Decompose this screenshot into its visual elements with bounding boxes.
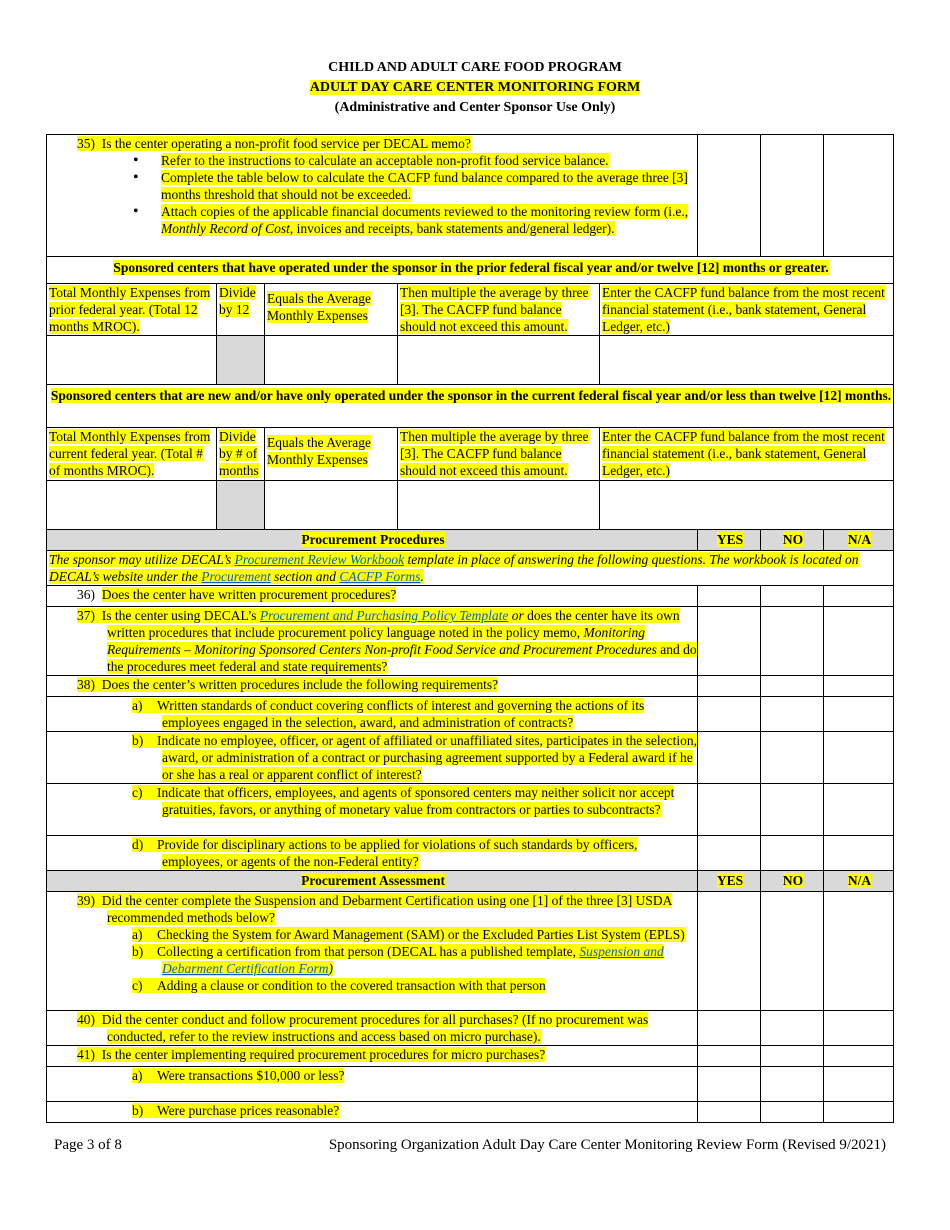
no-answer-cell[interactable]	[761, 784, 824, 836]
no-answer-cell[interactable]	[761, 697, 824, 732]
no-answer-cell[interactable]	[761, 732, 824, 784]
no-answer-cell[interactable]	[761, 1067, 824, 1102]
question-39: 39) Did the center complete the Suspension and Debarment Certification using one [1] of the three [3] USDA recommended methods below? a) Checking the System for Award Management (SAM) or the Excluded Parties List System (EPLS) b) Collecting a certification from that person (DECAL has a published template, Suspension and Debarment Certification Form) c) Adding a clause or condition to the covered transaction with that person	[47, 892, 698, 1011]
bullet-item: • Attach copies of the applicable financial documents reviewed to the monitoring review form (i.e., Monthly Record of Cost, invoices and receipts, bank statements and/general ledger).	[161, 203, 697, 237]
sponsored-prior-heading: Sponsored centers that have operated under the sponsor in the prior federal fiscal year and/or twelve [12] months or greater.	[47, 257, 894, 284]
balance-input[interactable]	[600, 336, 894, 385]
new-calc-header-row	[47, 428, 894, 481]
question-38a-row	[47, 697, 894, 732]
no-answer-cell[interactable]	[761, 836, 824, 871]
form-subtitle: (Administrative and Center Sponsor Use Only)	[334, 100, 616, 115]
question-38c: c) Indicate that officers, employees, and agents of sponsored centers may neither solicit nor accept gratuities, favors, or anything of monetary value from contractors or parties to subcontracts?	[47, 784, 698, 836]
calc-col-average: Equals the Average Monthly Expenses	[267, 291, 371, 323]
question-35	[47, 135, 698, 257]
question-41b-row	[47, 1102, 894, 1123]
no-answer-cell[interactable]	[761, 1011, 824, 1046]
calc-col-divide: Divide by # of months	[219, 429, 259, 478]
prior-calc-header-row	[47, 284, 894, 336]
question-40: 40) Did the center conduct and follow procurement procedures for all purchases? (If no procurement was conducted, refer to the review instructions and access based on micro purchase).	[47, 1011, 698, 1046]
na-answer-cell[interactable]	[824, 892, 894, 1011]
na-answer-cell[interactable]	[824, 607, 894, 676]
form-header	[0, 58, 950, 118]
na-answer-cell[interactable]	[824, 784, 894, 836]
yes-answer-cell[interactable]	[698, 1011, 761, 1046]
section-title: Procurement Assessment	[301, 873, 445, 888]
na-answer-cell[interactable]	[824, 135, 894, 257]
question-40-row	[47, 1011, 894, 1046]
yes-answer-cell[interactable]	[698, 1102, 761, 1123]
yes-answer-cell[interactable]	[698, 135, 761, 257]
threshold-input[interactable]	[398, 336, 600, 385]
question-38b: b) Indicate no employee, officer, or agent of affiliated or unaffiliated sites, participates in the selection, award, or administration of a contract or purchasing agreement supported by a Federal award if he or she has a real or apparent conflict of interest?	[47, 732, 698, 784]
form-body	[46, 134, 893, 1123]
suspension-form-link[interactable]: Suspension and Debarment Certification Form	[162, 944, 664, 976]
prior-calc-entry-row	[47, 336, 894, 385]
yes-answer-cell[interactable]	[698, 732, 761, 784]
procurement-workbook-link[interactable]: Procurement Review Workbook	[234, 552, 405, 567]
yes-answer-cell[interactable]	[698, 676, 761, 697]
monitoring-table	[46, 134, 894, 1123]
no-answer-cell[interactable]	[761, 676, 824, 697]
na-column-header: N/A	[847, 532, 872, 547]
yes-answer-cell[interactable]	[698, 836, 761, 871]
na-answer-cell[interactable]	[824, 732, 894, 784]
balance-input[interactable]	[600, 481, 894, 530]
na-answer-cell[interactable]	[824, 1046, 894, 1067]
question-number: 35)	[77, 136, 95, 151]
form-title: ADULT DAY CARE CENTER MONITORING FORM	[309, 80, 641, 95]
page-number: Page 3 of 8	[54, 1137, 122, 1153]
average-input[interactable]	[265, 481, 398, 530]
question-text: Is the center operating a non-profit food service per DECAL memo?	[101, 136, 471, 151]
page-footer	[54, 1137, 886, 1154]
bullet-item: • Refer to the instructions to calculate an acceptable non-profit food service balance.	[161, 152, 697, 169]
new-calc-entry-row	[47, 481, 894, 530]
bullet-list	[49, 152, 697, 237]
calc-col-total: Total Monthly Expenses from prior federal year. (Total 12 months MROC).	[49, 285, 211, 334]
cacfp-forms-link[interactable]: CACFP Forms	[339, 569, 421, 584]
yes-answer-cell[interactable]	[698, 1067, 761, 1102]
program-title: CHILD AND ADULT CARE FOOD PROGRAM	[328, 60, 622, 75]
calc-col-balance: Enter the CACFP fund balance from the most recent financial statement (i.e., bank statement, General Ledger, etc.)	[602, 285, 885, 334]
calc-col-balance: Enter the CACFP fund balance from the most recent financial statement (i.e., bank statement, General Ledger, etc.)	[602, 429, 885, 478]
question-38d: d) Provide for disciplinary actions to be applied for violations of such standards by officers, employees, or agents of the non-Federal entity?	[47, 836, 698, 871]
question-41-row	[47, 1046, 894, 1067]
question-41: 41) Is the center implementing required procurement procedures for micro purchases?	[47, 1046, 698, 1067]
question-37-row	[47, 607, 894, 676]
calc-col-threshold: Then multiple the average by three [3]. The CACFP fund balance should not exceed this amount.	[400, 285, 589, 334]
yes-answer-cell[interactable]	[698, 1046, 761, 1067]
no-column-header: NO	[782, 873, 804, 888]
divide-cell	[217, 336, 265, 385]
bullet-item: • Complete the table below to calculate the CACFP fund balance compared to the average three [3] months threshold that should not be exceeded.	[161, 169, 697, 203]
question-39-row	[47, 892, 894, 1011]
na-answer-cell[interactable]	[824, 586, 894, 607]
na-answer-cell[interactable]	[824, 836, 894, 871]
no-answer-cell[interactable]	[761, 607, 824, 676]
question-37: 37) Is the center using DECAL’s Procurement and Purchasing Policy Template or does the center have its own written procedures that include procurement policy language noted in the policy memo, Monitoring Requirements – Monitoring Sponsored Centers Non-profit Food Service and Procurement Procedures and do the procedures meet federal and state requirements?	[47, 607, 698, 676]
form-revision: Sponsoring Organization Adult Day Care Center Monitoring Review Form (Revised 9/2021)	[328, 1137, 886, 1153]
calc-col-total: Total Monthly Expenses from current federal year. (Total # of months MROC).	[49, 429, 211, 478]
yes-answer-cell[interactable]	[698, 784, 761, 836]
calc-col-threshold: Then multiple the average by three [3]. The CACFP fund balance should not exceed this amount.	[400, 429, 589, 478]
no-answer-cell[interactable]	[761, 892, 824, 1011]
na-answer-cell[interactable]	[824, 1102, 894, 1123]
question-35-row	[47, 135, 894, 257]
no-answer-cell[interactable]	[761, 1102, 824, 1123]
policy-template-link[interactable]: Procurement and Purchasing Policy Template	[259, 608, 509, 623]
total-expenses-input[interactable]	[47, 336, 217, 385]
na-answer-cell[interactable]	[824, 1011, 894, 1046]
question-38: 38) Does the center’s written procedures include the following requirements?	[47, 676, 698, 697]
yes-answer-cell[interactable]	[698, 607, 761, 676]
na-answer-cell[interactable]	[824, 676, 894, 697]
question-41b: b) Were purchase prices reasonable?	[47, 1102, 698, 1123]
average-input[interactable]	[265, 336, 398, 385]
no-answer-cell[interactable]	[761, 1046, 824, 1067]
question-41a-row	[47, 1067, 894, 1102]
na-column-header: N/A	[847, 873, 872, 888]
question-36-row	[47, 586, 894, 607]
calc-col-divide: Divide by 12	[219, 285, 256, 317]
yes-column-header: YES	[716, 532, 744, 547]
question-38b-row	[47, 732, 894, 784]
procurement-procedures-header	[47, 530, 894, 551]
question-38d-row	[47, 836, 894, 871]
yes-column-header: YES	[716, 873, 744, 888]
yes-answer-cell[interactable]	[698, 586, 761, 607]
question-38a: a) Written standards of conduct covering conflicts of interest and governing the actions of its employees engaged in the selection, award, and administration of contracts?	[47, 697, 698, 732]
divide-cell	[217, 481, 265, 530]
sponsored-new-heading: Sponsored centers that are new and/or have only operated under the sponsor in the current federal fiscal year and/or less than twelve [12] months.	[47, 385, 894, 428]
procurement-assessment-header	[47, 871, 894, 892]
calc-col-average: Equals the Average Monthly Expenses	[267, 435, 371, 467]
procurement-section-link[interactable]: Procurement	[201, 569, 271, 584]
no-answer-cell[interactable]	[761, 135, 824, 257]
question-38-row	[47, 676, 894, 697]
yes-answer-cell[interactable]	[698, 697, 761, 732]
threshold-input[interactable]	[398, 481, 600, 530]
na-answer-cell[interactable]	[824, 697, 894, 732]
question-41a: a) Were transactions $10,000 or less?	[47, 1067, 698, 1102]
no-answer-cell[interactable]	[761, 586, 824, 607]
total-expenses-input[interactable]	[47, 481, 217, 530]
na-answer-cell[interactable]	[824, 1067, 894, 1102]
question-38c-row	[47, 784, 894, 836]
section-title: Procurement Procedures	[301, 532, 445, 547]
question-36: 36) Does the center have written procurement procedures?	[47, 586, 698, 607]
no-column-header: NO	[782, 532, 804, 547]
yes-answer-cell[interactable]	[698, 892, 761, 1011]
procurement-note: The sponsor may utilize DECAL’s Procurement Review Workbook template in place of answering the following questions. The workbook is located on DECAL’s website under the Procurement section and CACFP Forms.	[47, 551, 894, 586]
